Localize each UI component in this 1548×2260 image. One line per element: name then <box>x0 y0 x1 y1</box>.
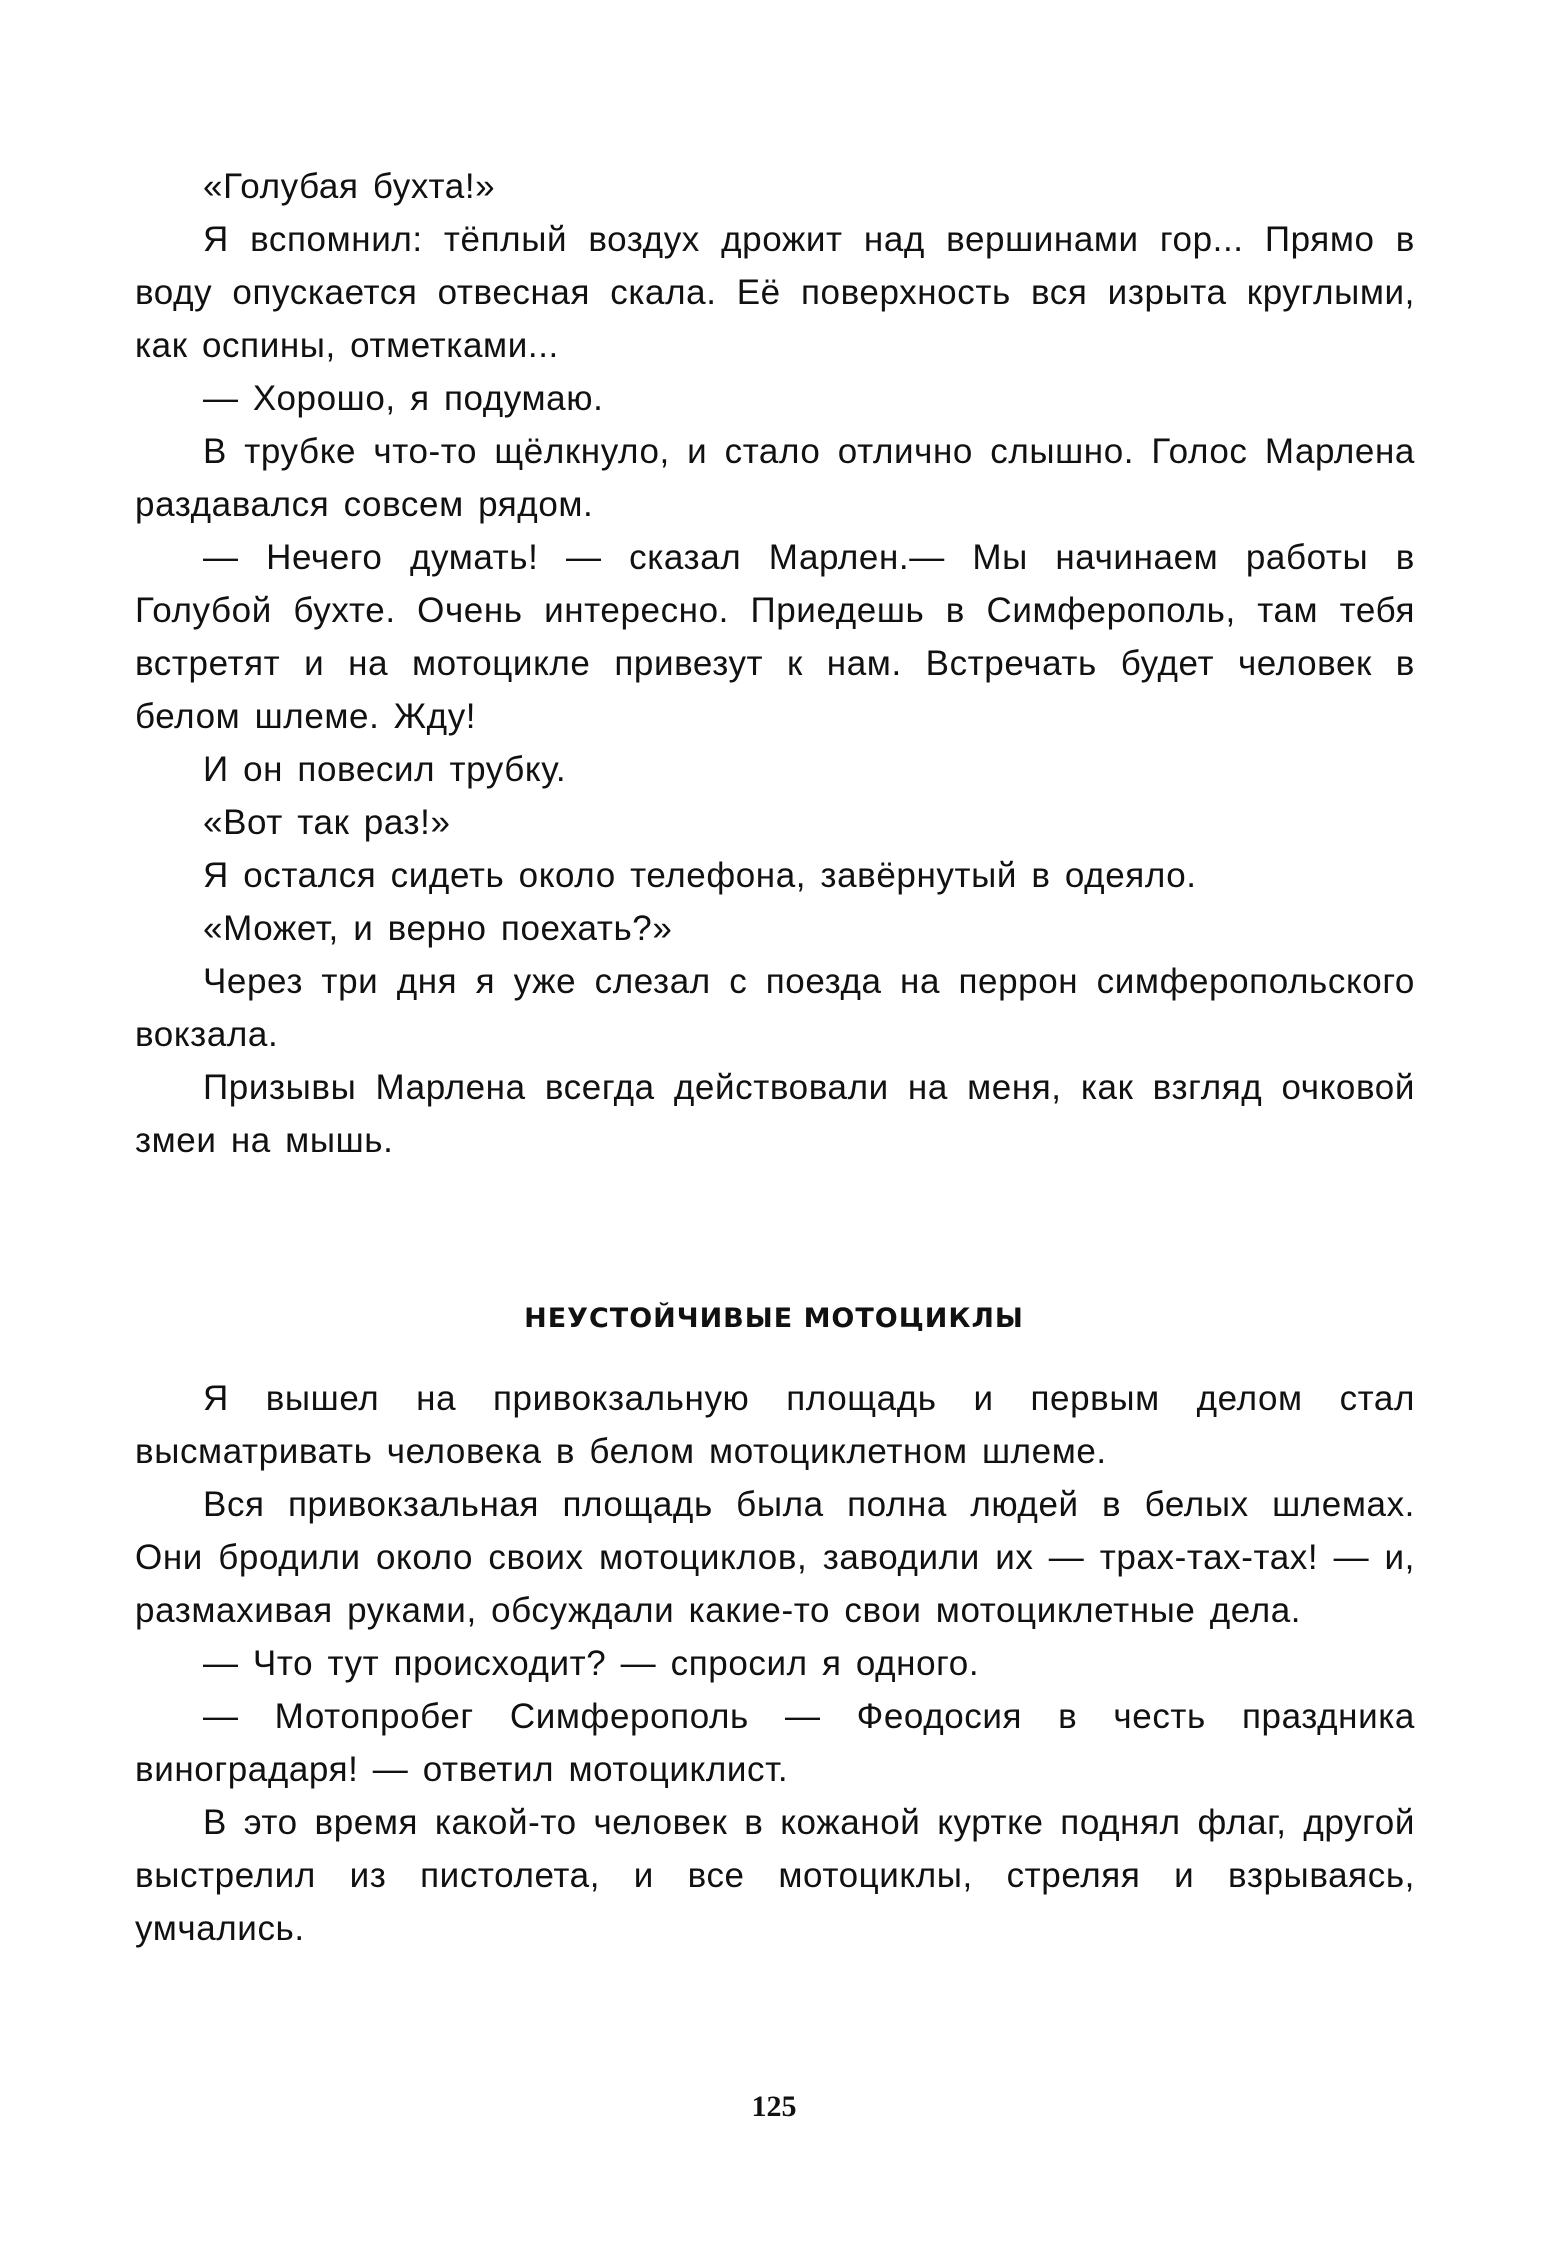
chapter-text-top <box>135 160 1415 1167</box>
paragraph: — Хорошо, я подумаю. <box>203 379 604 418</box>
paragraph: Вся привокзальная площадь была полна людей в белых шлемах. Они бродили около своих мотоциклов, заводили их — трах-тах-тах! — и, размахивая руками, обсуждали какие-то свои мотоциклетные дела. <box>135 1485 1415 1630</box>
paragraph: И он повесил трубку. <box>203 750 567 789</box>
paragraph: — Нечего думать! — сказал Марлен.— Мы начинаем работы в Голубой бухте. Очень интересно. Приедешь в Симферополь, там тебя встретят и на мотоцикле привезут к нам. Встречать будет человек в белом шлеме. Жду! <box>135 538 1415 736</box>
paragraph: Через три дня я уже слезал с поезда на перрон симферопольского вокзала. <box>135 962 1415 1054</box>
paragraph: В трубке что-то щёлкнуло, и стало отлично слышно. Голос Марлена раздавался совсем рядом. <box>135 432 1415 524</box>
paragraph: Я остался сидеть около телефона, завёрнутый в одеяло. <box>203 856 1197 895</box>
chapter-text-bottom <box>135 1372 1415 1955</box>
paragraph: «Может, и верно поехать?» <box>203 909 673 948</box>
paragraph: Я вышел на привокзальную площадь и первым делом стал высматривать человека в белом мотоциклетном шлеме. <box>135 1379 1415 1471</box>
paragraph: Я вспомнил: тёплый воздух дрожит над вершинами гор... Прямо в воду опускается отвесная скала. Её поверхность вся изрыта круглыми, как оспины, отметками... <box>135 220 1415 365</box>
paragraph: В это время какой-то человек в кожаной куртке поднял флаг, другой выстрелил из пистолета, и все мотоциклы, стреляя и взрываясь, умчались. <box>135 1803 1415 1948</box>
paragraph: «Голубая бухта!» <box>203 167 496 206</box>
page-number: 125 <box>751 2090 797 2123</box>
paragraph: — Что тут происходит? — спросил я одного. <box>203 1644 980 1683</box>
paragraph: — Мотопробег Симферополь — Феодосия в честь праздника виноградаря! — ответил мотоциклист. <box>135 1697 1415 1789</box>
section-heading: НЕУСТОЙЧИВЫЕ МОТОЦИКЛЫ <box>524 1303 1024 1334</box>
paragraph: Призывы Марлена всегда действовали на меня, как взгляд очковой змеи на мышь. <box>135 1068 1415 1160</box>
paragraph: «Вот так раз!» <box>203 803 451 842</box>
